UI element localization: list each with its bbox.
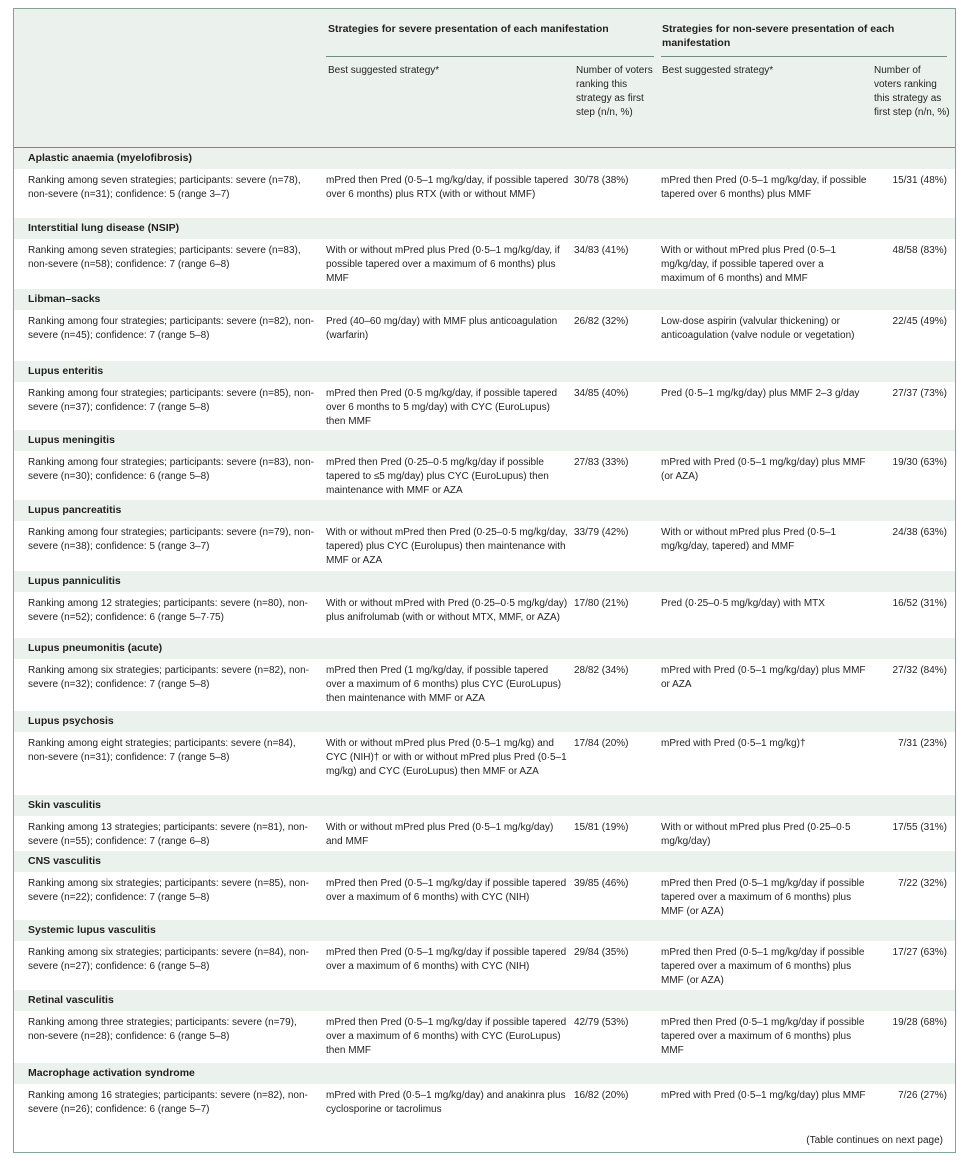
table-row (14, 1084, 955, 1132)
severe-strategy-cell: With or without mPred plus Pred (0·5–1 mg/kg) and CYC (NIH)† or with or without mPred plus Pred (0·5–1 mg/kg) and CYC (EuroLupus) then MMF or AZA (326, 738, 567, 777)
section-heading: Lupus pneumonitis (acute) (14, 638, 955, 659)
nonsevere-votes-cell: 7/26 (27%) (898, 1090, 947, 1101)
severe-votes-cell: 17/84 (20%) (574, 738, 629, 749)
severe-votes-cell: 42/79 (53%) (574, 1017, 629, 1028)
nonsevere-best-strategy-heading: Best suggested strategy* (662, 65, 774, 76)
section-heading: CNS vasculitis (14, 851, 955, 872)
severe-strategy-cell: mPred then Pred (0·5–1 mg/kg/day, if possible tapered over 6 months) plus RTX (with or without MMF) (326, 175, 569, 200)
nonsevere-votes-cell: 16/52 (31%) (892, 598, 947, 609)
severe-best-strategy-heading: Best suggested strategy* (328, 65, 440, 76)
table-header (14, 9, 955, 147)
table-row (14, 310, 955, 361)
nonsevere-strategy-cell: mPred with Pred (0·5–1 mg/kg/day) plus MMF or AZA (661, 665, 866, 690)
severe-strategy-cell: With or without mPred plus Pred (0·5–1 mg/kg/day) and MMF (326, 822, 554, 847)
nonsevere-votes-cell: 27/37 (73%) (892, 388, 947, 399)
severe-strategy-cell: With or without mPred then Pred (0·25–0·5 mg/kg/day, tapered) plus CYC (Eurolupus) then maintenance with MMF or AZA (326, 527, 568, 566)
table-row (14, 451, 955, 500)
section-heading: Lupus psychosis (14, 711, 955, 732)
nonsevere-votes-cell: 15/31 (48%) (892, 175, 947, 186)
ranking-cell: Ranking among six strategies; participants: severe (n=82), non-severe (n=32); confidence: 7 (range 5–8) (28, 665, 309, 690)
table-row (14, 239, 955, 289)
nonsevere-group-heading: Strategies for non-severe presentation of each manifestation (662, 23, 895, 49)
header-rule-nonsevere (661, 56, 947, 57)
ranking-cell: Ranking among eight strategies; participants: severe (n=84), non-severe (n=31); confidence: 7 (range 5–8) (28, 738, 296, 763)
section-heading: Libman–sacks (14, 289, 955, 310)
severe-voters-heading: Number of voters ranking this strategy as first step (n/n, %) (576, 65, 653, 118)
section-heading: Lupus meningitis (14, 430, 955, 451)
nonsevere-strategy-cell: mPred with Pred (0·5–1 mg/kg)† (661, 738, 806, 749)
nonsevere-votes-cell: 24/38 (63%) (892, 527, 947, 538)
nonsevere-voters-heading: Number of voters ranking this strategy as first step (n/n, %) (874, 65, 950, 118)
severe-votes-cell: 33/79 (42%) (574, 527, 629, 538)
header-rule-severe (326, 56, 654, 57)
nonsevere-strategy-cell: mPred then Pred (0·5–1 mg/kg/day if possible tapered over a maximum of 6 months) plus MMF (or AZA) (661, 878, 865, 917)
section-heading: Macrophage activation syndrome (14, 1063, 955, 1084)
nonsevere-strategy-cell: mPred with Pred (0·5–1 mg/kg/day) plus MMF (661, 1090, 866, 1101)
severe-votes-cell: 17/80 (21%) (574, 598, 629, 609)
section-heading: Lupus pancreatitis (14, 500, 955, 521)
table-row (14, 941, 955, 990)
nonsevere-votes-cell: 7/22 (32%) (898, 878, 947, 889)
ranking-cell: Ranking among 13 strategies; participants: severe (n=81), non-severe (n=55); confidence: 7 (range 6–8) (28, 822, 308, 847)
table-row (14, 382, 955, 430)
nonsevere-votes-cell: 48/58 (83%) (892, 245, 947, 256)
ranking-cell: Ranking among six strategies; participants: severe (n=84), non-severe (n=27); confidence: 6 (range 5–8) (28, 947, 309, 972)
nonsevere-strategy-cell: mPred then Pred (0·5–1 mg/kg/day, if possible tapered over 6 months) plus MMF (661, 175, 867, 200)
severe-strategy-cell: With or without mPred plus Pred (0·5–1 mg/kg/day, if possible tapered over a maximum of 6 months) plus MMF (326, 245, 560, 284)
severe-votes-cell: 34/85 (40%) (574, 388, 629, 399)
nonsevere-votes-cell: 17/27 (63%) (892, 947, 947, 958)
ranking-cell: Ranking among 16 strategies; participants: severe (n=82), non-severe (n=26); confidence: 6 (range 5–7) (28, 1090, 308, 1115)
section-heading: Systemic lupus vasculitis (14, 920, 955, 941)
section-heading: Interstitial lung disease (NSIP) (14, 218, 955, 239)
section-heading: Aplastic anaemia (myelofibrosis) (14, 148, 955, 169)
severe-votes-cell: 28/82 (34%) (574, 665, 629, 676)
nonsevere-strategy-cell: With or without mPred plus Pred (0·25–0·5 mg/kg/day) (661, 822, 851, 847)
table-row (14, 592, 955, 638)
nonsevere-strategy-cell: mPred with Pred (0·5–1 mg/kg/day) plus MMF (or AZA) (661, 457, 866, 482)
severe-strategy-cell: mPred then Pred (0·5–1 mg/kg/day if possible tapered over a maximum of 6 months) with CYC (NIH) (326, 878, 567, 903)
severe-votes-cell: 34/83 (41%) (574, 245, 629, 256)
section-heading: Retinal vasculitis (14, 990, 955, 1011)
ranking-cell: Ranking among seven strategies; participants: severe (n=83), non-severe (n=58); confidence: 7 (range 6–8) (28, 245, 301, 270)
nonsevere-votes-cell: 17/55 (31%) (892, 822, 947, 833)
table-frame (13, 8, 956, 1153)
nonsevere-votes-cell: 7/31 (23%) (898, 738, 947, 749)
severe-strategy-cell: Pred (40–60 mg/day) with MMF plus anticoagulation (warfarin) (326, 316, 558, 341)
ranking-cell: Ranking among four strategies; participants: severe (n=79), non-severe (n=38); confidence: 5 (range 3–7) (28, 527, 314, 552)
nonsevere-strategy-cell: Pred (0·5–1 mg/kg/day) plus MMF 2–3 g/day (661, 388, 860, 399)
nonsevere-strategy-cell: mPred then Pred (0·5–1 mg/kg/day if possible tapered over a maximum of 6 months) plus MMF (661, 1017, 865, 1056)
nonsevere-strategy-cell: Pred (0·25–0·5 mg/kg/day) with MTX (661, 598, 825, 609)
severe-votes-cell: 30/78 (38%) (574, 175, 629, 186)
severe-strategy-cell: mPred then Pred (0·5–1 mg/kg/day if possible tapered over a maximum of 6 months) with CYC (EuroLupus) then MMF (326, 1017, 567, 1056)
ranking-cell: Ranking among four strategies; participants: severe (n=83), non-severe (n=30); confidence: 6 (range 5–8) (28, 457, 314, 482)
severe-strategy-cell: mPred with Pred (0·5–1 mg/kg/day) and anakinra plus cyclosporine or tacrolimus (326, 1090, 566, 1115)
section-heading: Skin vasculitis (14, 795, 955, 816)
table-row (14, 1011, 955, 1063)
severe-strategy-cell: mPred then Pred (0·5 mg/kg/day, if possible tapered over 6 months to 5 mg/day) with CYC (EuroLupus) then MMF (326, 388, 558, 427)
ranking-cell: Ranking among seven strategies; participants: severe (n=78), non-severe (n=31); confidence: 5 (range 3–7) (28, 175, 301, 200)
section-heading: Lupus enteritis (14, 361, 955, 382)
severe-votes-cell: 39/85 (46%) (574, 878, 629, 889)
table-row (14, 521, 955, 571)
table-body (14, 148, 955, 1132)
ranking-cell: Ranking among 12 strategies; participants: severe (n=80), non-severe (n=52); confidence: 6 (range 5–7·75) (28, 598, 308, 623)
nonsevere-votes-cell: 22/45 (49%) (892, 316, 947, 327)
table-row (14, 872, 955, 920)
table-row (14, 816, 955, 851)
table-row (14, 169, 955, 218)
nonsevere-votes-cell: 27/32 (84%) (892, 665, 947, 676)
severe-strategy-cell: mPred then Pred (0·25–0·5 mg/kg/day if possible tapered to ≤5 mg/day) plus CYC (EuroLupus) then maintenance with MMF or AZA (326, 457, 549, 496)
table-row (14, 659, 955, 711)
severe-strategy-cell: mPred then Pred (1 mg/kg/day, if possible tapered over a maximum of 6 months) plus CYC (EuroLupus) then maintenance with MMF or AZA (326, 665, 562, 704)
nonsevere-strategy-cell: mPred then Pred (0·5–1 mg/kg/day if possible tapered over a maximum of 6 months) plus MMF (or AZA) (661, 947, 865, 986)
ranking-cell: Ranking among four strategies; participants: severe (n=85), non-severe (n=37); confidence: 7 (range 5–8) (28, 388, 314, 413)
ranking-cell: Ranking among three strategies; participants: severe (n=79), non-severe (n=28); confidence: 6 (range 5–8) (28, 1017, 297, 1042)
nonsevere-strategy-cell: With or without mPred plus Pred (0·5–1 mg/kg/day, tapered) and MMF (661, 527, 837, 552)
severe-votes-cell: 26/82 (32%) (574, 316, 629, 327)
nonsevere-strategy-cell: Low-dose aspirin (valvular thickening) or anticoagulation (valve nodule or vegetation) (661, 316, 855, 341)
severe-group-heading: Strategies for severe presentation of each manifestation (328, 23, 609, 35)
table-continues-note: (Table continues on next page) (806, 1135, 943, 1146)
nonsevere-votes-cell: 19/28 (68%) (892, 1017, 947, 1028)
severe-votes-cell: 29/84 (35%) (574, 947, 629, 958)
severe-strategy-cell: mPred then Pred (0·5–1 mg/kg/day if possible tapered over a maximum of 6 months) with CYC (NIH) (326, 947, 567, 972)
nonsevere-strategy-cell: With or without mPred plus Pred (0·5–1 mg/kg/day, if possible tapered over a maximum of 6 months) and MMF (661, 245, 837, 284)
table-row (14, 732, 955, 795)
ranking-cell: Ranking among six strategies; participants: severe (n=85), non-severe (n=22); confidence: 7 (range 5–8) (28, 878, 309, 903)
section-heading: Lupus panniculitis (14, 571, 955, 592)
severe-strategy-cell: With or without mPred with Pred (0·25–0·5 mg/kg/day) plus anifrolumab (with or without MTX, MMF, or AZA) (326, 598, 568, 623)
ranking-cell: Ranking among four strategies; participants: severe (n=82), non-severe (n=45); confidence: 7 (range 5–8) (28, 316, 314, 341)
severe-votes-cell: 16/82 (20%) (574, 1090, 629, 1101)
nonsevere-votes-cell: 19/30 (63%) (892, 457, 947, 468)
severe-votes-cell: 27/83 (33%) (574, 457, 629, 468)
severe-votes-cell: 15/81 (19%) (574, 822, 629, 833)
